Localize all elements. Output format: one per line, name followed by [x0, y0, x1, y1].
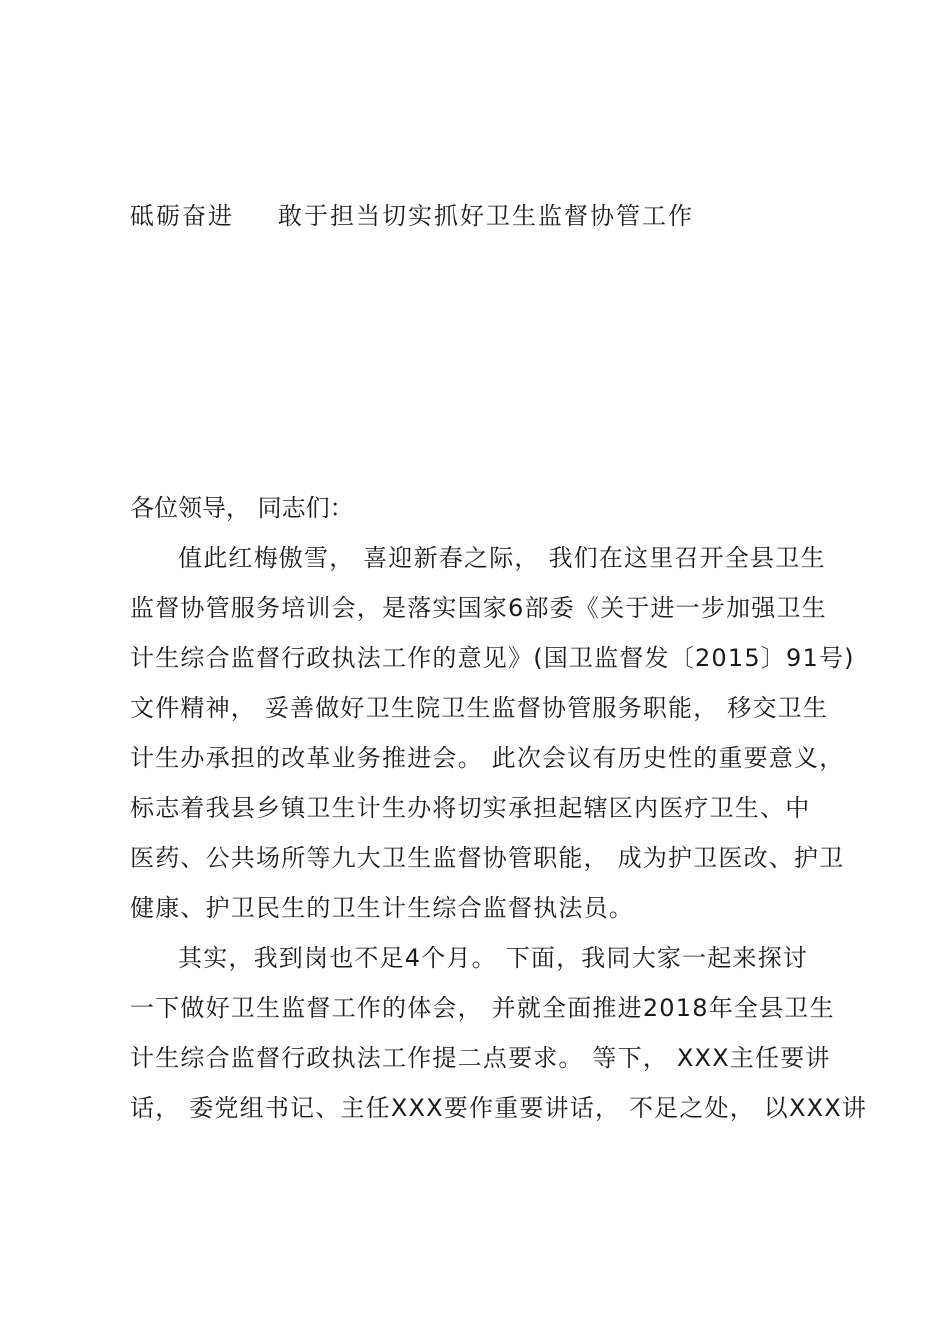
paragraph-2-line: 计生综合监督行政执法工作提二点要求。 等下， XXX主任要讲	[130, 1044, 831, 1072]
paragraph-1-line: 标志着我县乡镇卫生计生办将切实承担起辖区内医疗卫生、中	[130, 794, 811, 822]
paragraph-1-line: 文件精神， 妥善做好卫生院卫生监督协管服务职能， 移交卫生	[130, 694, 829, 722]
title-part-2: 敢于担当切实抓好卫生监督协管工作	[278, 202, 694, 230]
paragraph-1-line: 健康、护卫民生的卫生计生综合监督执法员。	[130, 894, 634, 922]
paragraph-2-line: 话， 委党组书记、主任XXX要作重要讲话， 不足之处， 以XXX讲	[130, 1094, 868, 1122]
paragraph-1-line: 计生综合监督行政执法工作的意见》(国卫监督发〔2015〕91号)	[130, 644, 855, 672]
paragraph-1-line: 计生办承担的改革业务推进会。 此次会议有历史性的重要意义，	[130, 744, 845, 772]
paragraph-1-line: 医药、公共场所等九大卫生监督协管职能， 成为护卫医改、护卫	[130, 844, 845, 872]
paragraph-1-line: 值此红梅傲雪， 喜迎新春之际， 我们在这里召开全县卫生	[178, 544, 826, 572]
salutation: 各位领导， 同志们：	[130, 494, 354, 522]
document-title	[130, 196, 694, 231]
paragraph-2	[130, 933, 868, 1133]
paragraph-1	[130, 533, 855, 933]
paragraph-2-line: 一下做好卫生监督工作的体会， 并就全面推进2018年全县卫生	[130, 994, 835, 1022]
title-part-1: 砥砺奋进	[130, 202, 234, 230]
paragraph-1-line: 监督协管服务培训会，是落实国家6部委《关于进一步加强卫生	[130, 594, 827, 622]
paragraph-2-line: 其实，我到岗也不足4个月。 下面，我同大家一起来探讨	[178, 944, 809, 972]
